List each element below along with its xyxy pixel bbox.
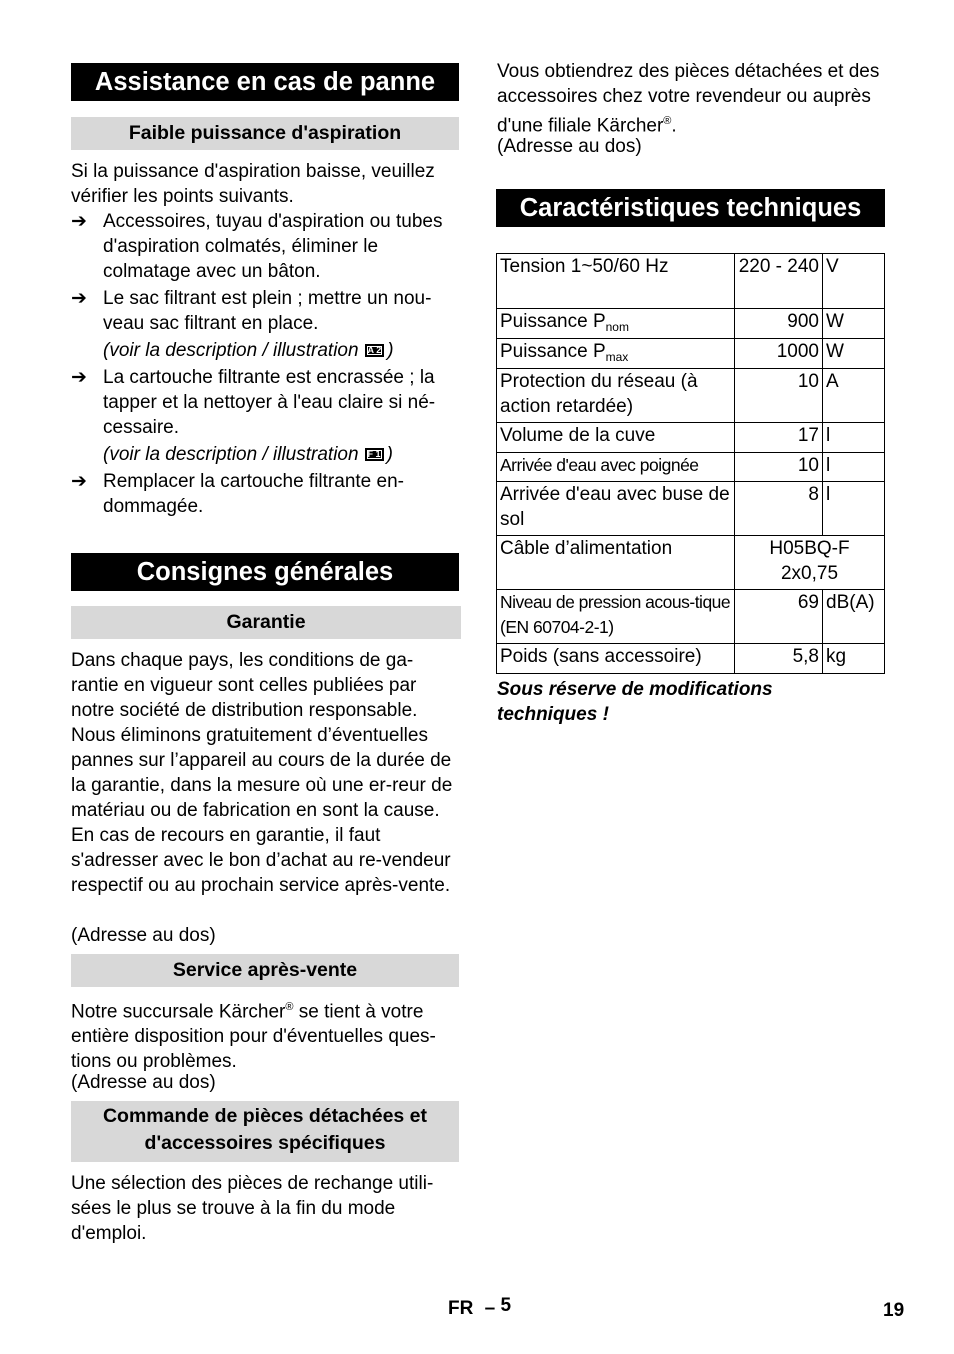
heading-assistance: Assistance en cas de panne — [71, 63, 459, 101]
reserve-note — [497, 677, 885, 727]
spec-unit: l — [823, 482, 885, 536]
pieces-address: (Adresse au dos) — [497, 136, 642, 157]
arrow-icon: ➔ — [71, 471, 87, 492]
table-row — [497, 309, 885, 339]
spec-unit: W — [823, 339, 885, 369]
heading-consignes: Consignes générales — [71, 553, 459, 591]
garantie-address: (Adresse au dos) — [71, 925, 216, 946]
subheading-service: Service après-vente — [71, 954, 459, 987]
spec-value: 220 - 240 — [735, 254, 823, 309]
table-row — [497, 369, 885, 423]
illustration-note — [103, 338, 394, 363]
table-row — [497, 453, 885, 482]
spec-unit: V — [823, 254, 885, 309]
note-text: (voir la description / illustration — [103, 340, 359, 361]
table-row — [497, 590, 885, 644]
spec-unit: A — [823, 369, 885, 423]
service-text-a: Notre succursale Kärcher — [71, 1001, 286, 1023]
bullet-text: Le sac filtrant est plein ; mettre un nou-veau sac filtrant en place. — [103, 288, 432, 334]
bullet-text: La cartouche filtrante est encrassée ; la tapper et la nettoyer à l'eau claire si né-cessaire. — [103, 367, 436, 438]
spec-label-sub: max — [605, 350, 629, 364]
table-row — [497, 254, 885, 309]
spec-label-text: Puissance P — [500, 341, 606, 362]
spec-label: Niveau de pression acous-tique (EN 60704-2-1) — [497, 590, 735, 644]
note-close: ) — [386, 444, 393, 465]
spec-value: 17 — [735, 423, 823, 453]
garantie-text: Dans chaque pays, les conditions de ga-rantie en vigueur sont celles publiées par notre société de distribution responsable. Nous éliminons gratuitement d’éventuelles pannes sur l’appareil au cours de la durée de la garantie, dans la mesure où une er-reur de matériau ou de fabrication en sont la cause. En cas de recours en garantie, il faut s'adresser avec le bon d’achat au re-vendeur respectif ou au prochain service après-vente. — [71, 650, 453, 896]
illustration-note — [103, 442, 393, 467]
spec-label: Poids (sans accessoire) — [497, 644, 735, 674]
spec-unit: l — [823, 453, 885, 482]
commande-title-line1: Commande de pièces détachées et — [102, 1105, 428, 1127]
table-row — [497, 423, 885, 453]
spec-unit: dB(A) — [823, 590, 885, 644]
service-text-b: se tient à votre entière disposition pour d'éventuelles ques-tions ou problèmes. — [71, 1001, 436, 1073]
illustration-f1-icon: F 1 — [365, 448, 384, 461]
bullet-item — [71, 209, 459, 284]
footer-page-number: 19 — [883, 1300, 905, 1321]
arrow-icon: ➔ — [71, 288, 87, 309]
spec-unit: kg — [823, 644, 885, 674]
spec-label: Câble d’alimentation — [497, 536, 735, 590]
table-row — [497, 339, 885, 369]
spec-label-sub: nom — [605, 320, 629, 334]
heading-caracteristiques: Caractéristiques techniques — [496, 189, 885, 227]
pieces-text-a: Vous obtiendrez des pièces détachées et des accessoires chez votre revendeur ou auprès d'une filiale Kärcher — [497, 61, 880, 137]
spec-label: Protection du réseau (à action retardée) — [497, 369, 735, 423]
spec-label — [497, 309, 735, 339]
reserve-line2: techniques ! — [497, 704, 609, 725]
commande-title-line2: d'accessoires spécifiques — [144, 1132, 386, 1154]
spec-label: Arrivée d'eau avec buse de sol — [497, 482, 735, 536]
spec-value: 900 — [735, 309, 823, 339]
registered-mark: ® — [663, 115, 672, 127]
note-text: (voir la description / illustration — [103, 444, 359, 465]
bullet-text: Remplacer la cartouche filtrante en-dommagée. — [103, 471, 404, 517]
bullet-item — [71, 365, 459, 440]
footer-page-local: 5 — [500, 1295, 512, 1316]
spec-label-text: Puissance P — [500, 311, 606, 332]
arrow-icon: ➔ — [71, 211, 87, 232]
service-address: (Adresse au dos) — [71, 1072, 216, 1093]
commande-text: Une sélection des pièces de rechange utili-sées le plus se trouve à la fin du mode d'emploi. — [71, 1173, 434, 1244]
faible-intro: Si la puissance d'aspiration baisse, veuillez vérifier les points suivants. — [71, 161, 435, 207]
subheading-garantie: Garantie — [71, 606, 461, 639]
reserve-line1: Sous réserve de modifications — [497, 679, 773, 700]
spec-value: 10 — [735, 453, 823, 482]
service-text — [71, 995, 461, 1074]
spec-value: 10 — [735, 369, 823, 423]
spec-label: Tension 1~50/60 Hz — [497, 254, 735, 309]
pieces-text-b: . — [671, 115, 677, 137]
spec-unit: l — [823, 423, 885, 453]
registered-mark: ® — [285, 1001, 294, 1013]
table-row — [497, 482, 885, 536]
spec-unit: W — [823, 309, 885, 339]
spec-value: 8 — [735, 482, 823, 536]
footer-page-label — [448, 1295, 512, 1320]
spec-value: 1000 — [735, 339, 823, 369]
spec-label — [497, 339, 735, 369]
subheading-faible-puissance: Faible puissance d'aspiration — [71, 117, 459, 150]
subheading-commande — [71, 1101, 459, 1162]
footer-dash: – — [484, 1298, 496, 1319]
arrow-icon: ➔ — [71, 367, 87, 388]
spec-value: 69 — [735, 590, 823, 644]
bullet-item — [71, 469, 459, 519]
spec-value: 5,8 — [735, 644, 823, 674]
footer-lang: FR — [448, 1298, 474, 1319]
table-row — [497, 644, 885, 674]
note-close: ) — [387, 340, 394, 361]
spec-label: Volume de la cuve — [497, 423, 735, 453]
bullet-item — [71, 286, 459, 336]
bullet-text: Accessoires, tuyau d'aspiration ou tubes d'aspiration colmatés, éliminer le colmatage avec un bâton. — [103, 211, 443, 282]
spec-value: H05BQ-F 2x0,75 — [735, 536, 885, 590]
spec-table — [496, 253, 885, 674]
illustration-a2-icon: A 2 — [365, 344, 385, 357]
spec-label: Arrivée d'eau avec poignée — [497, 453, 735, 482]
table-row — [497, 536, 885, 590]
pieces-text — [497, 59, 885, 138]
